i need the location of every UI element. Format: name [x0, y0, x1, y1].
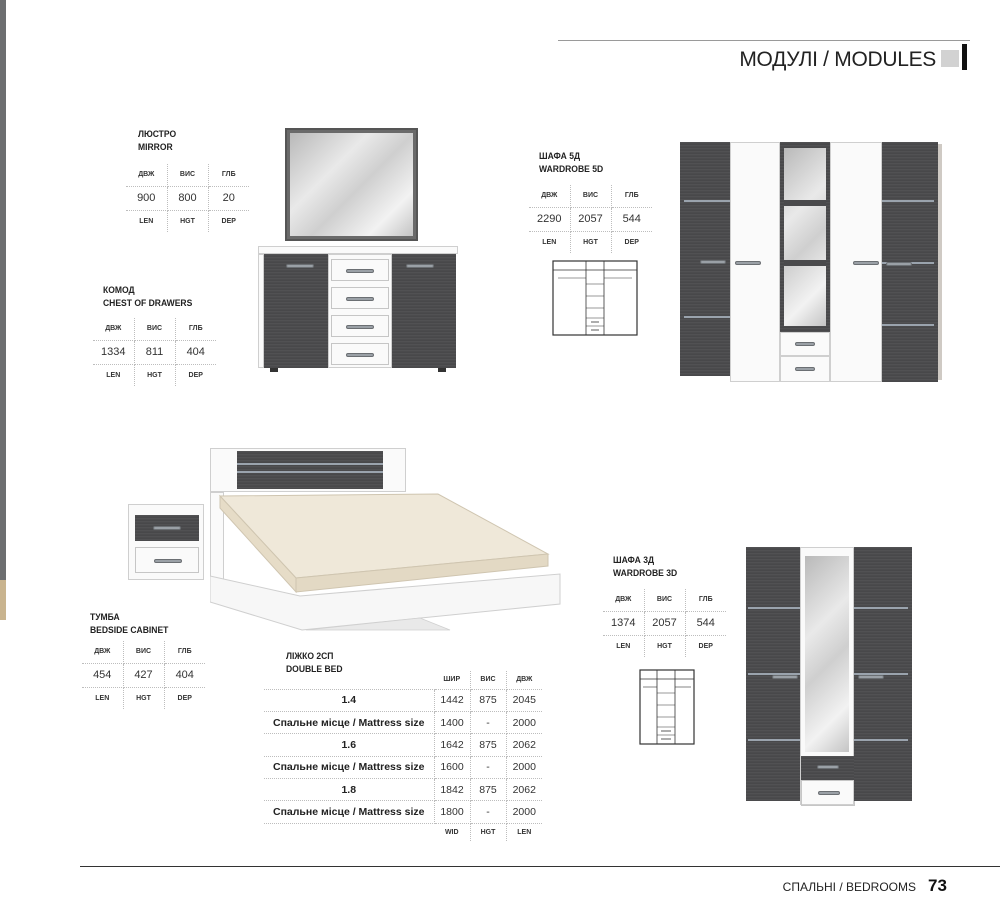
wardrobe5-title	[539, 150, 603, 176]
drawer	[331, 343, 389, 365]
handle	[853, 261, 879, 265]
drawer	[135, 515, 199, 541]
dim-value: 900	[126, 186, 167, 210]
bed-size-label: 1.4	[264, 689, 434, 711]
header-accent-bar	[962, 44, 967, 70]
bed-value: 1442	[434, 689, 470, 711]
dim-footer: DEP	[698, 642, 713, 650]
wardrobe-door	[746, 547, 800, 801]
chest-title-ua: КОМОД	[103, 285, 135, 296]
mirror-image	[285, 128, 418, 241]
chest-drawers	[328, 254, 392, 368]
drawer	[801, 780, 855, 806]
dim-footer: LEN	[529, 231, 570, 253]
bed-footer: LEN	[517, 829, 532, 837]
mirror-title	[138, 128, 176, 154]
dim-footer: LEN	[603, 635, 644, 657]
chest-left-door	[264, 254, 328, 368]
mirror-glass	[290, 133, 413, 236]
wardrobe3-title-en: WARDROBE 3D	[613, 568, 678, 579]
bedside-cabinet-image	[128, 504, 204, 580]
handle	[858, 675, 884, 679]
bed-value: 1842	[434, 779, 470, 801]
chrome-strip	[684, 200, 730, 202]
wardrobe-door	[680, 142, 730, 376]
mirror-title-en: MIRROR	[138, 142, 173, 153]
handle	[772, 675, 798, 679]
bed-value: 2045	[506, 689, 542, 711]
bed-value: -	[470, 801, 506, 823]
chest-right-door	[392, 254, 456, 368]
bed-row	[264, 756, 542, 778]
bed-header: ВИС	[470, 671, 506, 689]
dim-footer: HGT	[644, 635, 685, 657]
mattress-size-label: Спальне місце / Mattress size	[264, 756, 434, 778]
dim-header: ДВЖ	[82, 641, 123, 663]
dim-header: ГЛБ	[175, 318, 216, 340]
dim-header: ГЛБ	[611, 185, 652, 207]
handle	[817, 765, 839, 769]
drawer	[135, 547, 199, 573]
chest-top	[258, 246, 458, 254]
handle	[286, 264, 314, 268]
page-number: 73	[928, 876, 947, 895]
wardrobe-side	[938, 144, 942, 380]
chrome-strip	[854, 739, 908, 741]
bed-value: 875	[470, 734, 506, 756]
dim-footer: LEN	[93, 364, 134, 386]
dim-value: 2290	[529, 207, 570, 231]
dim-footer: LEN	[126, 210, 167, 232]
dim-header: ВИС	[570, 185, 611, 207]
dim-header: ВИС	[167, 164, 208, 186]
wardrobe-mirror-door	[780, 142, 830, 382]
bed-value: 875	[470, 779, 506, 801]
handle	[818, 791, 840, 795]
mattress-size-label: Спальне місце / Mattress size	[264, 801, 434, 823]
chrome-strip	[684, 316, 730, 318]
drawer	[331, 287, 389, 309]
wardrobe3-title-ua: ШАФА 3Д	[613, 555, 655, 566]
shelf-divider	[784, 200, 826, 206]
dim-footer: HGT	[123, 687, 164, 709]
wardrobe3-image	[746, 547, 914, 805]
dim-value: 404	[164, 663, 205, 687]
bedside-title-en: BEDSIDE CABINET	[90, 625, 169, 636]
handle	[346, 269, 374, 273]
dim-value: 544	[611, 207, 652, 231]
page-title: МОДУЛІ / MODULES	[739, 48, 936, 71]
wardrobe-door	[830, 142, 882, 382]
dim-value: 427	[123, 663, 164, 687]
drawer	[780, 356, 830, 382]
dim-value: 2057	[644, 611, 685, 635]
bed-value: 1600	[434, 756, 470, 778]
wardrobe-door	[854, 547, 912, 801]
bed-value: -	[470, 711, 506, 733]
bed-row	[264, 779, 542, 801]
dim-footer: DEP	[188, 371, 203, 379]
dim-header: ДВЖ	[126, 164, 167, 186]
handle	[154, 559, 182, 563]
wardrobe5-title-ua: ШАФА 5Д	[539, 151, 581, 162]
chrome-strip	[748, 607, 800, 609]
chrome-strip	[237, 471, 383, 473]
dim-footer: HGT	[570, 231, 611, 253]
wardrobe5-dimensions-table	[529, 185, 652, 253]
dim-value: 454	[82, 663, 123, 687]
bed-title-en: DOUBLE BED	[286, 664, 343, 675]
drawer	[331, 315, 389, 337]
bed-value: -	[470, 756, 506, 778]
dim-value: 20	[208, 186, 249, 210]
dim-footer: DEP	[221, 217, 236, 225]
wardrobe3-dimensions-table	[603, 589, 726, 657]
bed-size-label: 1.8	[264, 779, 434, 801]
chrome-strip	[854, 607, 908, 609]
bed-value: 2000	[506, 756, 542, 778]
dim-value: 2057	[570, 207, 611, 231]
bed-value: 2062	[506, 734, 542, 756]
mirror-glass	[805, 556, 849, 752]
bed-value: 1400	[434, 711, 470, 733]
bed-footer-blank	[264, 823, 434, 841]
dim-value: 404	[175, 340, 216, 364]
bed-dimensions-table	[264, 671, 542, 841]
dim-value: 1334	[93, 340, 134, 364]
headboard-panel	[237, 451, 383, 489]
mirror-glass	[784, 148, 826, 326]
bed-footer: WID	[434, 823, 470, 841]
dim-footer: HGT	[167, 210, 208, 232]
bedside-dimensions-table	[82, 641, 205, 709]
bed-value: 2000	[506, 711, 542, 733]
drawer	[801, 756, 855, 780]
chest-image	[258, 246, 458, 372]
wardrobe-door	[730, 142, 780, 382]
handle	[795, 342, 815, 346]
bedside-title	[90, 611, 168, 637]
bed-header-blank	[264, 671, 434, 689]
dim-value: 544	[685, 611, 726, 635]
dim-footer: HGT	[134, 364, 175, 386]
bed-row	[264, 801, 542, 823]
bed-value: 1642	[434, 734, 470, 756]
handle	[346, 325, 374, 329]
mattress-size-label: Спальне місце / Mattress size	[264, 711, 434, 733]
bed-value: 875	[470, 689, 506, 711]
bed-header: ШИР	[434, 671, 470, 689]
chest-title-en: CHEST OF DRAWERS	[103, 298, 193, 309]
shelf-divider	[784, 260, 826, 266]
chest-dimensions-table	[93, 318, 216, 386]
handle	[700, 260, 726, 264]
handle	[406, 264, 434, 268]
chest-title	[103, 284, 192, 310]
bed-size-label: 1.6	[264, 734, 434, 756]
dim-header: ГЛБ	[164, 641, 205, 663]
dim-value: 811	[134, 340, 175, 364]
bed-row	[264, 734, 542, 756]
bed-row	[264, 689, 542, 711]
handle	[153, 526, 181, 530]
handle	[346, 297, 374, 301]
dim-header: ДВЖ	[529, 185, 570, 207]
wardrobe5-title-en: WARDROBE 5D	[539, 164, 604, 175]
mirror-dimensions-table	[126, 164, 249, 232]
chrome-strip	[748, 739, 800, 741]
dim-header: ДВЖ	[603, 589, 644, 611]
footer-rule	[80, 866, 1000, 867]
dim-footer: DEP	[624, 238, 639, 246]
handle	[346, 353, 374, 357]
chrome-strip	[237, 463, 383, 465]
drawer	[331, 259, 389, 281]
bed-value: 2000	[506, 801, 542, 823]
bed-image	[126, 446, 562, 632]
foot	[270, 368, 278, 372]
dim-header: ГЛБ	[208, 164, 249, 186]
page-edge-strip	[0, 0, 6, 580]
chrome-strip	[882, 324, 934, 326]
bed-value: 2062	[506, 779, 542, 801]
foot	[438, 368, 446, 372]
dim-header: ВИС	[123, 641, 164, 663]
header-rule	[558, 40, 970, 41]
wardrobe3-title	[613, 554, 677, 580]
mirror-title-ua: ЛЮСТРО	[138, 129, 177, 140]
footer-section-title: СПАЛЬНІ / BEDROOMS	[782, 880, 916, 894]
header-accent-block	[941, 50, 959, 67]
handle	[735, 261, 761, 265]
wardrobe-door	[882, 142, 938, 382]
drawer	[780, 332, 830, 356]
bedside-title-ua: ТУМБА	[90, 612, 120, 623]
handle	[886, 262, 912, 266]
dim-header: ВИС	[644, 589, 685, 611]
wardrobe3-schematic	[639, 669, 695, 745]
bed-title-ua: ЛІЖКО 2СП	[286, 651, 334, 662]
wardrobe5-image	[680, 142, 942, 382]
handle	[795, 367, 815, 371]
wardrobe-mirror-door	[800, 547, 854, 805]
dim-value: 800	[167, 186, 208, 210]
chrome-strip	[882, 200, 934, 202]
bed-header: ДВЖ	[506, 671, 542, 689]
dim-header: ДВЖ	[93, 318, 134, 340]
bed-footer: HGT	[470, 823, 506, 841]
wardrobe5-schematic	[552, 260, 638, 336]
bed-frame	[210, 526, 562, 632]
dim-footer: DEP	[177, 694, 192, 702]
dim-footer: LEN	[82, 687, 123, 709]
bed-row	[264, 711, 542, 733]
bed-value: 1800	[434, 801, 470, 823]
dim-header: ВИС	[134, 318, 175, 340]
dim-value: 1374	[603, 611, 644, 635]
page-edge-accent	[0, 580, 6, 620]
dim-header: ГЛБ	[685, 589, 726, 611]
